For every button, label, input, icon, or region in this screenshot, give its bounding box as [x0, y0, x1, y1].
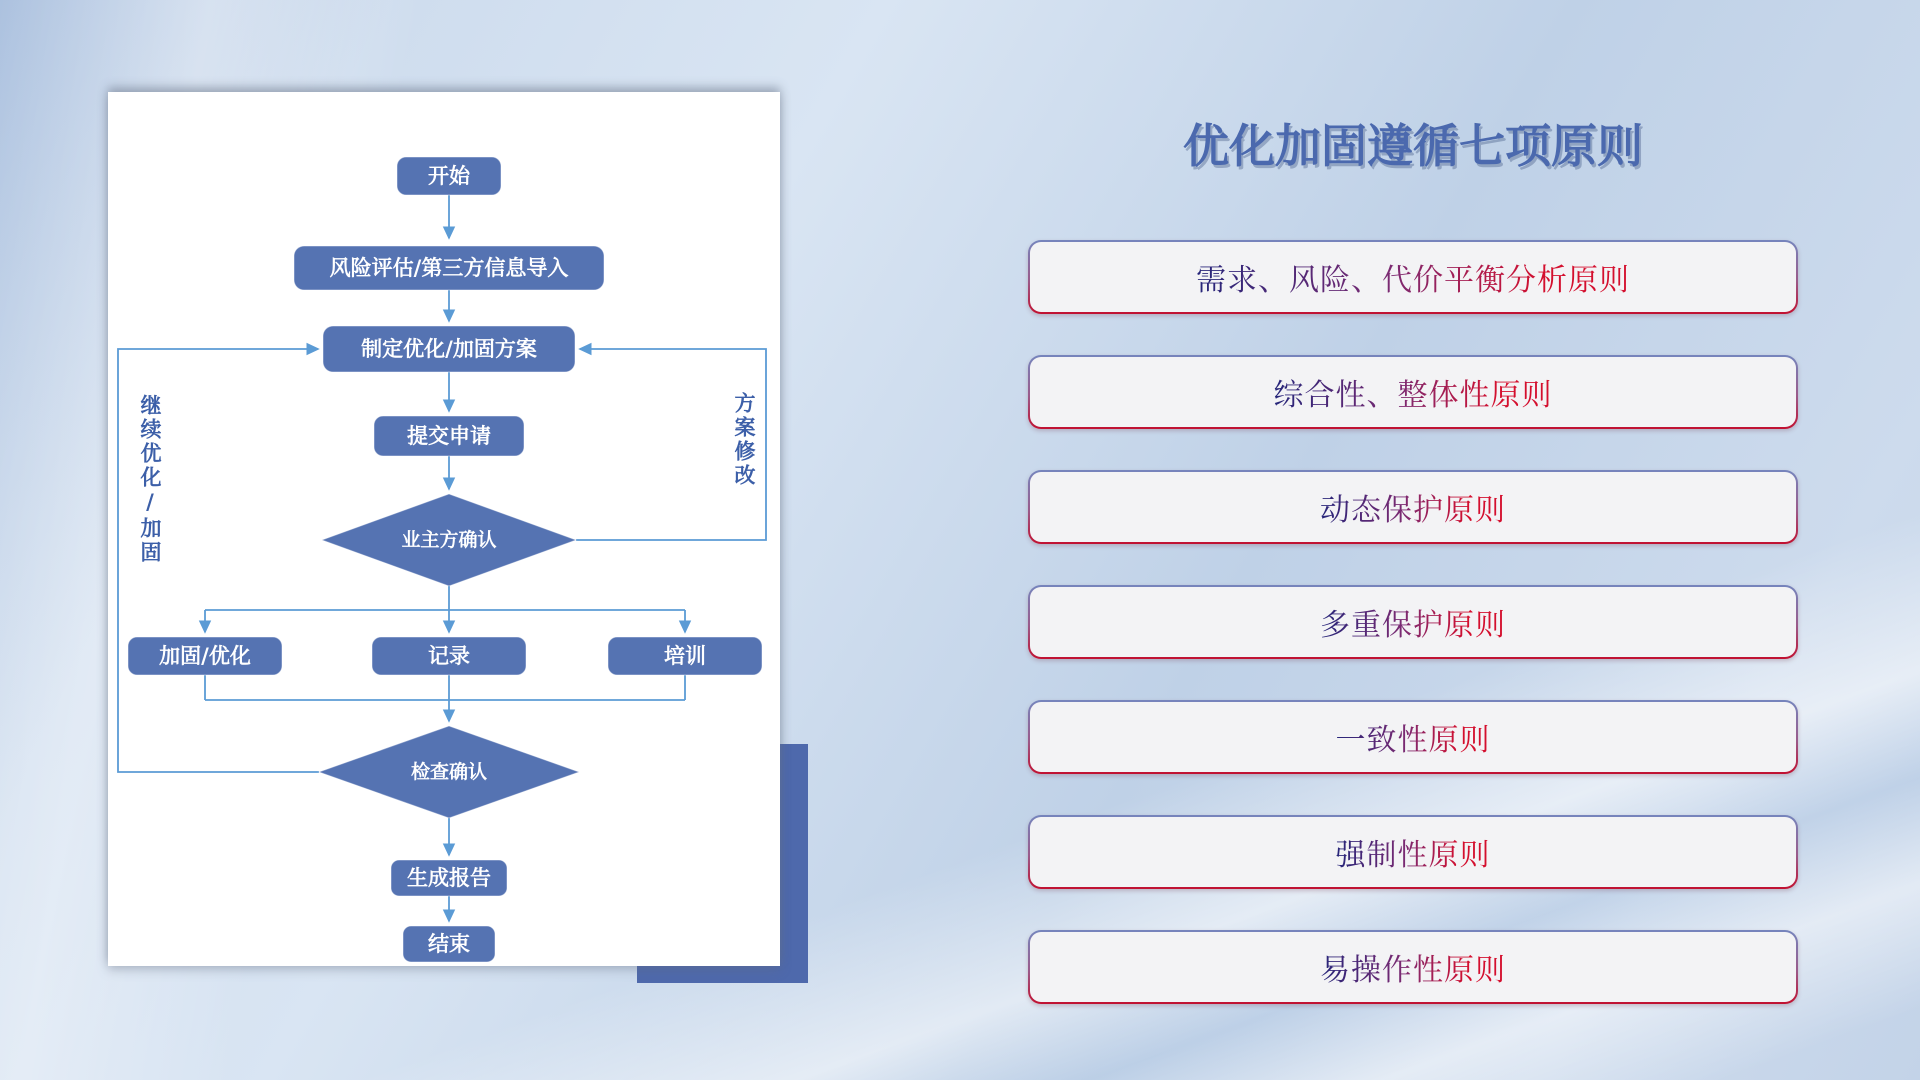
principle-box [1028, 240, 1798, 314]
flow-node-record-label: 记录 [428, 644, 470, 668]
flow-node-report [391, 860, 507, 896]
flow-node-end [403, 926, 495, 962]
page-title: 优化加固遵循七项原则 [1183, 119, 1643, 173]
principle-label: 综合性、整体性原则 [1274, 370, 1553, 414]
flow-node-record [372, 637, 526, 675]
flow-node-end-label: 结束 [428, 932, 470, 956]
principle-box [1028, 355, 1798, 429]
principles-list [1028, 240, 1798, 1045]
principle-label: 一致性原则 [1336, 715, 1491, 759]
flow-node-make-plan [323, 326, 575, 372]
principle-box [1028, 815, 1798, 889]
flow-node-risk-assess-label: 风险评估/第三方信息导入 [329, 256, 569, 280]
principle-label: 强制性原则 [1336, 830, 1491, 874]
flowchart-svg [108, 92, 780, 966]
flow-node-owner-confirm-label: 业主方确认 [401, 529, 497, 551]
flowchart-card [108, 92, 780, 966]
flow-node-reinforce [128, 637, 282, 675]
principle-box [1028, 470, 1798, 544]
flow-node-check-confirm [319, 726, 579, 818]
flow-node-check-confirm-label: 检查确认 [410, 761, 488, 783]
loop-label-continue-optimize: 继续优化/加固 [138, 394, 162, 565]
principle-box [1028, 700, 1798, 774]
principle-label: 易操作性原则 [1320, 945, 1506, 989]
principle-label: 动态保护原则 [1320, 485, 1506, 529]
loop-label-plan-revise: 方案修改 [732, 392, 756, 488]
flow-node-reinforce-label: 加固/优化 [159, 644, 251, 668]
flow-node-report-label: 生成报告 [407, 866, 491, 890]
flow-node-start-label: 开始 [428, 164, 470, 188]
flow-node-risk-assess [294, 246, 604, 290]
flow-node-training-label: 培训 [664, 644, 706, 668]
principle-label: 多重保护原则 [1320, 600, 1506, 644]
flow-node-training [608, 637, 762, 675]
flow-node-submit [374, 416, 524, 456]
flow-node-start [397, 157, 501, 195]
principle-box [1028, 930, 1798, 1004]
principle-label: 需求、风险、代价平衡分析原则 [1196, 255, 1630, 299]
flow-node-submit-label: 提交申请 [407, 424, 491, 448]
flow-node-owner-confirm [322, 494, 576, 586]
principle-box [1028, 585, 1798, 659]
flow-node-make-plan-label: 制定优化/加固方案 [361, 337, 537, 361]
